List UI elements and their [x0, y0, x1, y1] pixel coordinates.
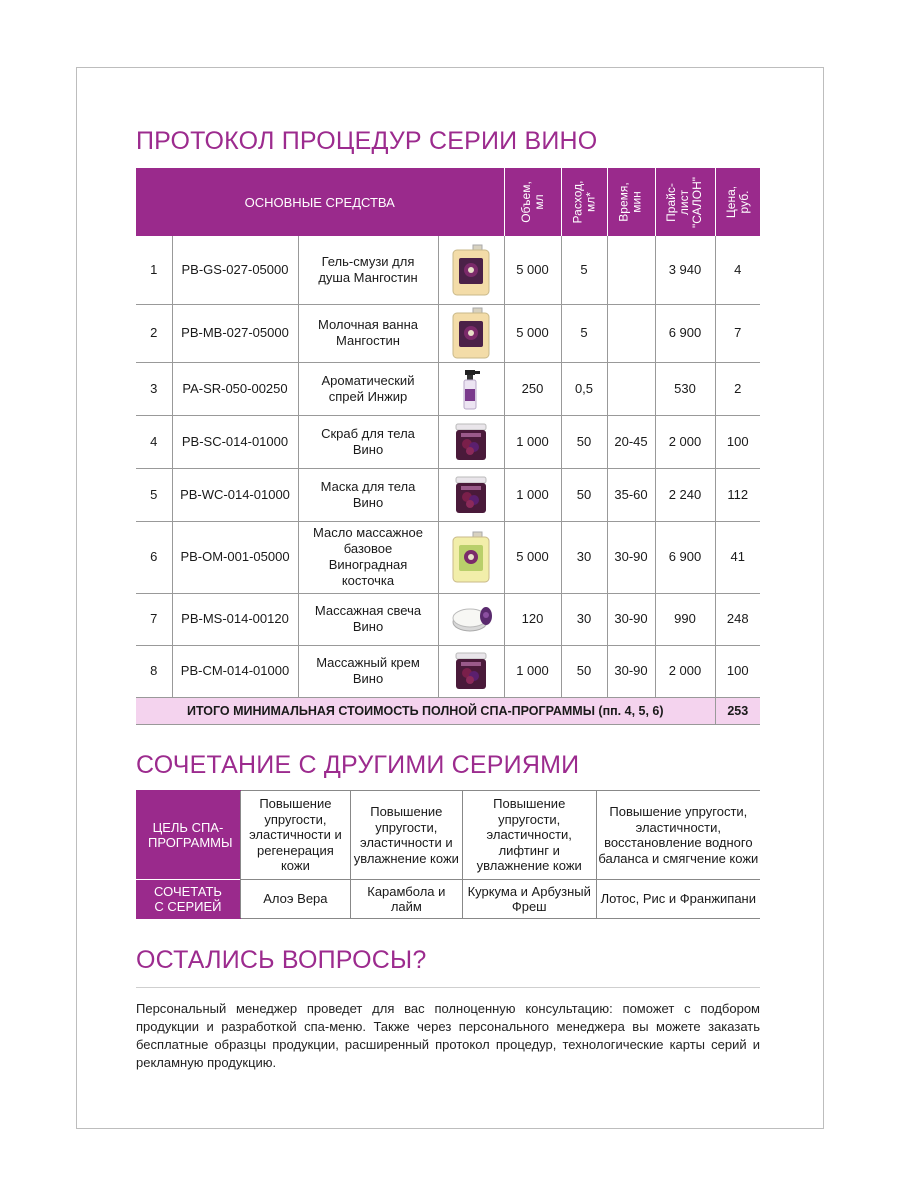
product-code: PB-MB-027-05000 — [172, 304, 298, 362]
header-volume: Объем, мл — [504, 168, 561, 236]
series-cell: Карамбола и лайм — [350, 880, 462, 919]
table-row — [136, 468, 760, 521]
consumption: 0,5 — [561, 362, 607, 415]
row-number: 3 — [136, 362, 172, 415]
jar-wine-icon — [439, 475, 504, 515]
total-label: ИТОГО МИНИМАЛЬНАЯ СТОИМОСТЬ ПОЛНОЙ СПА-ПРОГРАММЫ (пп. 4, 5, 6) — [136, 697, 715, 724]
price: 2 — [715, 362, 760, 415]
price: 7 — [715, 304, 760, 362]
product-code: PB-SC-014-01000 — [172, 415, 298, 468]
row-number: 2 — [136, 304, 172, 362]
jar-wine-icon — [439, 651, 504, 691]
time — [607, 304, 655, 362]
time — [607, 236, 655, 304]
header-consumption: Расход, мл* — [561, 168, 607, 236]
time — [607, 362, 655, 415]
goal-cell: Повышение упругости, эластичности и увлажнение кожи — [350, 791, 462, 880]
series-row — [136, 880, 760, 919]
row-number: 6 — [136, 521, 172, 593]
total-value: 253 — [715, 697, 760, 724]
goal-cell: Повышение упругости, эластичности и регенерация кожи — [240, 791, 350, 880]
price: 4 — [715, 236, 760, 304]
table-row — [136, 304, 760, 362]
table-row — [136, 415, 760, 468]
candle-tin-icon — [439, 602, 504, 636]
row-number: 7 — [136, 593, 172, 645]
price-list: 6 900 — [655, 521, 715, 593]
product-image — [438, 645, 504, 697]
price-list: 530 — [655, 362, 715, 415]
series-cell: Куркума и Арбузный Фреш — [462, 880, 596, 919]
row-number: 4 — [136, 415, 172, 468]
goal-label: ЦЕЛЬ СПА-ПРОГРАММЫ — [136, 791, 240, 880]
price: 100 — [715, 415, 760, 468]
product-name: Гель-смузи для душа Мангостин — [298, 236, 438, 304]
table-header-row — [136, 168, 760, 236]
product-name: Молочная ванна Мангостин — [298, 304, 438, 362]
price-list: 2 240 — [655, 468, 715, 521]
combination-table — [136, 790, 760, 919]
header-price-list: Прайс- лист "САЛОН" — [655, 168, 715, 236]
time: 20-45 — [607, 415, 655, 468]
table-row — [136, 521, 760, 593]
protocol-title: ПРОТОКОЛ ПРОЦЕДУР СЕРИИ ВИНО — [136, 127, 598, 155]
price-list: 6 900 — [655, 304, 715, 362]
volume: 120 — [504, 593, 561, 645]
consumption: 50 — [561, 415, 607, 468]
consumption: 5 — [561, 236, 607, 304]
volume: 5 000 — [504, 521, 561, 593]
price: 41 — [715, 521, 760, 593]
canister-grape-icon — [439, 531, 504, 583]
consumption: 30 — [561, 521, 607, 593]
time: 30-90 — [607, 593, 655, 645]
price-list: 2 000 — [655, 645, 715, 697]
row-number: 5 — [136, 468, 172, 521]
product-image — [438, 362, 504, 415]
product-code: PB-GS-027-05000 — [172, 236, 298, 304]
series-cell: Алоэ Вера — [240, 880, 350, 919]
goal-cell: Повышение упругости, эластичности, лифтинг и увлажнение кожи — [462, 791, 596, 880]
questions-text: Персональный менеджер проведет для вас полноценную консультацию: поможет с подбором продукции и разработкой спа-меню. Также через персонального менеджера вы можете заказать бесплатные образцы продукции, расширенный протокол процедур, технологические карты серий и рекламную продукцию. — [136, 1001, 760, 1070]
product-code: PB-CM-014-01000 — [172, 645, 298, 697]
procedure-table — [136, 168, 760, 725]
series-cell: Лотос, Рис и Франжипани — [596, 880, 760, 919]
combination-title: СОЧЕТАНИЕ С ДРУГИМИ СЕРИЯМИ — [136, 751, 580, 779]
product-code: PA-SR-050-00250 — [172, 362, 298, 415]
header-time: Время, мин — [607, 168, 655, 236]
volume: 1 000 — [504, 468, 561, 521]
canister-mangosteen-icon — [439, 307, 504, 359]
product-code: PB-OM-001-05000 — [172, 521, 298, 593]
product-code: PB-WC-014-01000 — [172, 468, 298, 521]
header-price: Цена, руб. — [715, 168, 760, 236]
volume: 5 000 — [504, 304, 561, 362]
price: 100 — [715, 645, 760, 697]
time: 35-60 — [607, 468, 655, 521]
product-image — [438, 415, 504, 468]
product-image — [438, 304, 504, 362]
spray-bottle-icon — [439, 367, 504, 411]
row-number: 8 — [136, 645, 172, 697]
product-name: Масло массажное базовое Виноградная косточка — [298, 521, 438, 593]
product-name: Массажный крем Вино — [298, 645, 438, 697]
product-image — [438, 468, 504, 521]
price-list: 2 000 — [655, 415, 715, 468]
goal-cell: Повышение упругости, эластичности, восстановление водного баланса и смягчение кожи — [596, 791, 760, 880]
header-main: ОСНОВНЫЕ СРЕДСТВА — [136, 168, 504, 236]
table-row — [136, 645, 760, 697]
divider — [136, 987, 760, 988]
consumption: 50 — [561, 468, 607, 521]
consumption: 50 — [561, 645, 607, 697]
goal-row — [136, 791, 760, 880]
time: 30-90 — [607, 521, 655, 593]
table-row — [136, 236, 760, 304]
product-code: PB-MS-014-00120 — [172, 593, 298, 645]
product-name: Маска для тела Вино — [298, 468, 438, 521]
product-image — [438, 521, 504, 593]
product-image — [438, 593, 504, 645]
volume: 5 000 — [504, 236, 561, 304]
price-list: 990 — [655, 593, 715, 645]
price: 112 — [715, 468, 760, 521]
table-row — [136, 362, 760, 415]
volume: 250 — [504, 362, 561, 415]
canister-mangosteen-icon — [439, 244, 504, 296]
product-name: Массажная свеча Вино — [298, 593, 438, 645]
time: 30-90 — [607, 645, 655, 697]
questions-title: ОСТАЛИСЬ ВОПРОСЫ? — [136, 946, 427, 974]
table-row — [136, 593, 760, 645]
product-name: Скраб для тела Вино — [298, 415, 438, 468]
price: 248 — [715, 593, 760, 645]
jar-wine-icon — [439, 422, 504, 462]
total-row — [136, 697, 760, 724]
row-number: 1 — [136, 236, 172, 304]
volume: 1 000 — [504, 415, 561, 468]
consumption: 30 — [561, 593, 607, 645]
consumption: 5 — [561, 304, 607, 362]
price-list: 3 940 — [655, 236, 715, 304]
product-image — [438, 236, 504, 304]
volume: 1 000 — [504, 645, 561, 697]
combine-label: СОЧЕТАТЬ С СЕРИЕЙ — [136, 880, 240, 919]
product-name: Ароматический спрей Инжир — [298, 362, 438, 415]
